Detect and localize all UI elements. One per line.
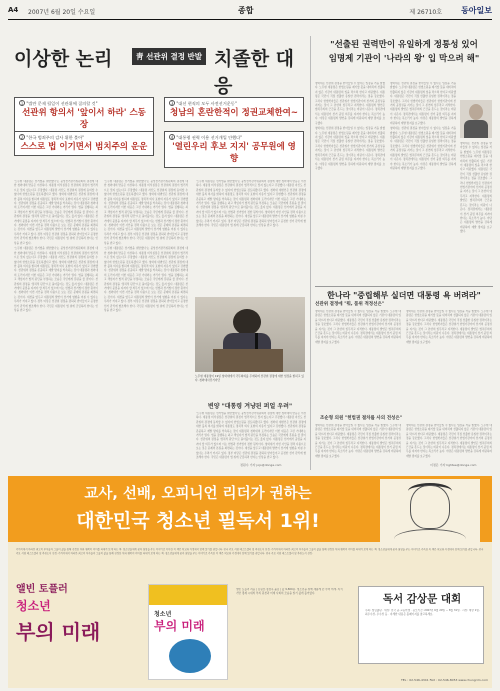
box-answer: 청남의 혼란한적이 정권교체한여~ [170,108,298,118]
headline-left: 이상한 논리 [14,48,113,70]
box-number: 4 [170,135,174,140]
writer-portrait [460,100,492,138]
author-sketch [380,479,480,549]
box-answer: '열린우리 후보 지지' 공무원에 영향 [172,142,296,164]
headline-right: 치졸한 대응 [214,48,295,97]
book-advertisement [8,476,492,688]
sub-headline: 변양 "대통령 겨냥된 퍼얼 우려" [207,403,293,410]
subhead-a: 선관위 결정에 "뭐, 품위 적정선은" [315,302,385,307]
photo-caption: 노무현 대통령이 19일 청와대에서 국무회의를 주재하며 선관위 결정에 대한 입장을 밝히고 있다. 청와대사진기자단 [195,374,304,382]
column-headline: "선출된 권력만이 유일하게 정통성 있어 임명제 기관이 '나라의 왕' 입 막으려 해" [328,40,480,64]
globe-icon [169,639,211,673]
ad-line2: 대한민국 청소년 필독서 1위! [76,510,320,532]
subhead-b: 조순형 의원 "헌법권 절차를 사의 전성은" [320,416,403,421]
party-body-col3: 청와대는 선관위 결정을 받아들일 수 없다는 입장을 거듭 밝혔다. 노무현 대통령은 헌법소원을 제기할 뜻을 내비치며 선출되지 않은 기관이 대통령의 입을 막으려 한다고 비판했다. 대통령은 국민이 직접 선출한 유일한 권력이라는 점을 강조했다. 그러나 헌법학자들은 선관위가 헌법기관이며 선거의 공정성을 지키는 것이 그 본연의 임무라고 지적한다. 대통령의 발언은 법치주의의 근간을 흔드는 것이라는 비판이 나온다. 정치권에서는 대통령이 선거 중립 의무를 지켜야 한다는 목소리가 높다. 야당은 대통령의 발언을 강하게 비판하며 재발 방지를 요구했다. [315,424,401,458]
issue-date: 2007년 6월 20일 수요일 [28,9,96,16]
newspaper-logo: 동아일보 [461,6,492,15]
book-info: 앨빈 토플러 지음 | 김원호·정경옥 옮김 | 값 9,800원. 청소년을 위해 새롭게 쓴 부의 미래. 지식 기반 경제 시대의 부의 원천과 미래 사회의 모습을 알기 쉽게 풀어냈다. [236,588,343,596]
party-body-col1: 청와대는 선관위 결정을 받아들일 수 없다는 입장을 거듭 밝혔다. 노무현 대통령은 헌법소원을 제기할 뜻을 내비치며 선출되지 않은 기관이 대통령의 입을 막으려 한다고 비판했다. 대통령은 국민이 직접 선출한 유일한 권력이라는 점을 강조했다. 그러나 헌법학자들은 선관위가 헌법기관이며 선거의 공정성을 지키는 것이 그 본연의 임무라고 지적한다. 대통령의 발언은 법치주의의 근간을 흔드는 것이라는 비판이 나온다. 정치권에서는 대통령이 선거 중립 의무를 지켜야 한다는 목소리가 높다. 야당은 대통령의 발언을 강하게 비판하며 재발 방지를 요구했다. [315,310,401,344]
editorial-body-col2: '노무현 대통령은 선거법을 위반했다'는 중앙선거관리위원회의 결정에 대한 청와대의 반응은 이상하다. 대통령 비서실장은 선관위의 결정이 법리적으로 맞지 않는다고 주장했다. 대통령 자신도 선관위의 결정에 동의할 수 없다며 헌법소원을 검토하겠다고 했다. 청와대 대변인은 선관위 결정에 대한 불복 의사를 밝히며 대통령도 정치적 의사 표현의 자유가 있다고 강변했다. 선관위의 결정을 존중하고 재발 방지를 약속하는 것이 대통령과 청와대의 도리이지만 이번 대응은 그런 기대와는 거리가 멀다. 법을 집행하는 최고 책임자가 법적 판단을 부정하는 모습은 국민에게 혼란을 줄 뿐이다. 선관위의 결정을 '정치적 판단'으로 몰아붙이는 것도 옳지 않다. 대통령은 선거에서 중립을 지켜야 할 의무가 있으며 이는 헌법과 선거법이 정한 원칙이다. 청와대가 이번 사안을 권력 다툼으로 보는 것은 문제의 본질을 외면하는 것이다. 대선을 앞두고 대통령의 발언이 선거에 영향을 미칠 수 있다는 우려가 커지고 있다. 정부 여당은 선관위 결정을 겸허히 받아들이고 공정한 선거 관리에 협조해야 한다. 국민은 대통령이 법 위에 군림하려 한다는 인상을 받고 있다. '노무현 대통령은 선거법을 위반했다'는 중앙선거관리위원회의 결정에 대한 청와대의 반응은 이상하다. 대통령 비서실장은 선관위의 결정이 법리적으로 맞지 않는다고 주장했다. 대통령 자신도 선관위의 결정에 동의할 수 없다며 헌법소원을 검토하겠다고 했다. 청와대 대변인은 선관위 결정에 대한 불복 의사를 밝히며 대통령도 정치적 의사 표현의 자유가 있다고 강변했다. 선관위의 결정을 존중하고 재발 방지를 약속하는 것이 대통령과 청와대의 도리이지만 이번 대응은 그런 기대와는 거리가 멀다. 법을 집행하는 최고 책임자가 법적 판단을 부정하는 모습은 국민에게 혼란을 줄 뿐이다. 선관위의 결정을 '정치적 판단'으로 몰아붙이는 것도 옳지 않다. 대통령은 선거에서 중립을 지켜야 할 의무가 있으며 이는 헌법과 선거법이 정한 원칙이다. 청와대가 이번 사안을 권력 다툼으로 보는 것은 문제의 본질을 외면하는 것이다. 대선을 앞두고 대통령의 발언이 선거에 영향을 미칠 수 있다는 우려가 커지고 있다. 정부 여당은 선관위 결정을 겸허히 받아들이고 공정한 선거 관리에 협조해야 한다. 국민은 대통령이 법 위에 군림하려 한다는 인상을 받고 있다. [104,180,188,312]
column-body-col1: 청와대는 선관위 결정을 받아들일 수 없다는 입장을 거듭 밝혔다. 노무현 대통령은 헌법소원을 제기할 뜻을 내비치며 선출되지 않은 기관이 대통령의 입을 막으려 한다고 비판했다. 대통령은 국민이 직접 선출한 유일한 권력이라는 점을 강조했다. 그러나 헌법학자들은 선관위가 헌법기관이며 선거의 공정성을 지키는 것이 그 본연의 임무라고 지적한다. 대통령의 발언은 법치주의의 근간을 흔드는 것이라는 비판이 나온다. 정치권에서는 대통령이 선거 중립 의무를 지켜야 한다는 목소리가 높다. 야당은 대통령의 발언을 강하게 비판하며 재발 방지를 요구했다. 청와대는 선관위 결정을 받아들일 수 없다는 입장을 거듭 밝혔다. 노무현 대통령은 헌법소원을 제기할 뜻을 내비치며 선출되지 않은 기관이 대통령의 입을 막으려 한다고 비판했다. 대통령은 국민이 직접 선출한 유일한 권력이라는 점을 강조했다. 그러나 헌법학자들은 선관위가 헌법기관이며 선거의 공정성을 지키는 것이 그 본연의 임무라고 지적한다. 대통령의 발언은 법치주의의 근간을 흔드는 것이라는 비판이 나온다. 정치권에서는 대통령이 선거 중립 의무를 지켜야 한다는 목소리가 높다. 야당은 대통령의 발언을 강하게 비판하며 재발 방지를 요구했다. [315,82,385,170]
summary-box-2 [164,97,304,122]
box-quote: "한국 범죄주의 감사 위한 불아" [26,135,85,140]
news-photo [195,297,305,372]
book-cover: 청소년 부의 미래 [148,584,228,680]
editorial-body-col3: '노무현 대통령은 선거법을 위반했다'는 중앙선거관리위원회의 결정에 대한 청와대의 반응은 이상하다. 대통령 비서실장은 선관위의 결정이 법리적으로 맞지 않는다고 주장했다. 대통령 자신도 선관위의 결정에 동의할 수 없다며 헌법소원을 검토하겠다고 했다. 청와대 대변인은 선관위 결정에 대한 불복 의사를 밝히며 대통령도 정치적 의사 표현의 자유가 있다고 강변했다. 선관위의 결정을 존중하고 재발 방지를 약속하는 것이 대통령과 청와대의 도리이지만 이번 대응은 그런 기대와는 거리가 멀다. 법을 집행하는 최고 책임자가 법적 판단을 부정하는 모습은 국민에게 혼란을 줄 뿐이다. 선관위의 결정을 '정치적 판단'으로 몰아붙이는 것도 옳지 않다. 대통령은 선거에서 중립을 지켜야 할 의무가 있으며 이는 헌법과 선거법이 정한 원칙이다. 청와대가 이번 사안을 권력 다툼으로 보는 것은 문제의 본질을 외면하는 것이다. 대선을 앞두고 대통령의 발언이 선거에 영향을 미칠 수 있다는 우려가 커지고 있다. 정부 여당은 선관위 결정을 겸허히 받아들이고 공정한 선거 관리에 협조해야 한다. 국민은 대통령이 법 위에 군림하려 한다는 인상을 받고 있다. [196,180,306,228]
box-quote: "대선 현직의 모두 사전선거운동" [176,101,237,106]
party-headline: 한나라 "중립해부 실더면 대통령 욕 버려라" [327,290,481,300]
summary-box-3 [14,131,154,156]
box-quote: "법만 문제 될일이 선관위에 질의할 것" [26,101,98,106]
box-answer: 스스로 법 이기면서 범치주의 운운 [20,142,148,152]
column-body-col2: 청와대는 선관위 결정을 받아들일 수 없다는 입장을 거듭 밝혔다. 노무현 대통령은 헌법소원을 제기할 뜻을 내비치며 선출되지 않은 기관이 대통령의 입을 막으려 한다고 비판했다. 대통령은 국민이 직접 선출한 유일한 권력이라는 점을 강조했다. 그러나 헌법학자들은 선관위가 헌법기관이며 선거의 공정성을 지키는 것이 그 본연의 임무라고 지적한다. 대통령의 발언은 법치주의의 근간을 흔드는 것이라는 비판이 나온다. 정치권에서는 대통령이 선거 중립 의무를 지켜야 한다는 목소리가 높다. 야당은 대통령의 발언을 강하게 비판하며 재발 방지를 요구했다. 청와대는 선관위 결정을 받아들일 수 없다는 입장을 거듭 밝혔다. 노무현 대통령은 헌법소원을 제기할 뜻을 내비치며 선출되지 않은 기관이 대통령의 입을 막으려 한다고 비판했다. 대통령은 국민이 직접 선출한 유일한 권력이라는 점을 강조했다. 그러나 헌법학자들은 선관위가 헌법기관이며 선거의 공정성을 지키는 것이 그 본연의 임무라고 지적한다. 대통령의 발언은 법치주의의 근간을 흔드는 것이라는 비판이 나온다. 정치권에서는 대통령이 선거 중립 의무를 지켜야 한다는 목소리가 높다. 야당은 대통령의 발언을 강하게 비판하며 재발 방지를 요구했다. [390,82,456,170]
contest-details: 주최: 청림출판 · 대상: 전국 중·고등학생 · 응모기간: 2007년 6월 20일 ~ 8월 31일 · 시상: 대상 1명, 최우수상, 우수상 등 · 자세한 내용은 홈페이지를 참고하세요. [365,609,480,617]
ad-fine-print: 가까이에서 바라본 최고의 부자들과 그들의 삶을 통해 진정한 부와 행복의 의미를 되새겨 보게 하는 책. 청소년들에게 꿈과 희망을 주는 이야기로 가득한 이 책은 학교와 가정에서 함께 읽기를 권합니다. 전국 주요 서점 베스트셀러 및 추천도서 선정. 가까이에서 바라본 최고의 부자들과 그들의 삶을 통해 진정한 부와 행복의 의미를 되새겨 보게 하는 책. 청소년들에게 꿈과 희망을 주는 이야기로 가득한 이 책은 학교와 가정에서 함께 읽기를 권합니다. 전국 주요 서점 베스트셀러 및 추천도서 선정. 가까이에서 바라본 최고의 부자들과 그들의 삶을 통해 진정한 부와 행복의 의미를 되새겨 보게 하는 책. 청소년들에게 꿈과 희망을 주는 이야기로 가득한 이 책은 학교와 가정에서 함께 읽기를 권합니다. 전국 주요 서점 베스트셀러 및 추천도서 선정. [16,548,484,555]
ad-line1: 교사, 선배, 오피니언 리더가 권하는 [84,486,312,502]
editorial-byline: 정원수 기자 jojo@donga.com [240,463,282,467]
box-number: 3 [170,101,174,106]
box-answer: 선관위 항의서 '앞이서 하라' 스동장 [22,108,146,130]
box-number: 1 [20,101,24,106]
editorial-headline [14,38,304,97]
party-body-col4: 청와대는 선관위 결정을 받아들일 수 없다는 입장을 거듭 밝혔다. 노무현 대통령은 헌법소원을 제기할 뜻을 내비치며 선출되지 않은 기관이 대통령의 입을 막으려 한다고 비판했다. 대통령은 국민이 직접 선출한 유일한 권력이라는 점을 강조했다. 그러나 헌법학자들은 선관위가 헌법기관이며 선거의 공정성을 지키는 것이 그 본연의 임무라고 지적한다. 대통령의 발언은 법치주의의 근간을 흔드는 것이라는 비판이 나온다. 정치권에서는 대통령이 선거 중립 의무를 지켜야 한다는 목소리가 높다. 야당은 대통령의 발언을 강하게 비판하며 재발 방지를 요구했다. [406,424,492,458]
column-byline: 이정은 기자 lightee@donga.com [430,463,477,467]
sub-article-body: '노무현 대통령은 선거법을 위반했다'는 중앙선거관리위원회의 결정에 대한 청와대의 반응은 이상하다. 대통령 비서실장은 선관위의 결정이 법리적으로 맞지 않는다고 주장했다. 대통령 자신도 선관위의 결정에 동의할 수 없다며 헌법소원을 검토하겠다고 했다. 청와대 대변인은 선관위 결정에 대한 불복 의사를 밝히며 대통령도 정치적 의사 표현의 자유가 있다고 강변했다. 선관위의 결정을 존중하고 재발 방지를 약속하는 것이 대통령과 청와대의 도리이지만 이번 대응은 그런 기대와는 거리가 멀다. 법을 집행하는 최고 책임자가 법적 판단을 부정하는 모습은 국민에게 혼란을 줄 뿐이다. 선관위의 결정을 '정치적 판단'으로 몰아붙이는 것도 옳지 않다. 대통령은 선거에서 중립을 지켜야 할 의무가 있으며 이는 헌법과 선거법이 정한 원칙이다. 청와대가 이번 사안을 권력 다툼으로 보는 것은 문제의 본질을 외면하는 것이다. 대선을 앞두고 대통령의 발언이 선거에 영향을 미칠 수 있다는 우려가 커지고 있다. 정부 여당은 선관위 결정을 겸허히 받아들이고 공정한 선거 관리에 협조해야 한다. 국민은 대통령이 법 위에 군림하려 한다는 인상을 받고 있다. [196,412,306,460]
column-rule [315,286,493,287]
column-body-col3: 청와대는 선관위 결정을 받아들일 수 없다는 입장을 거듭 밝혔다. 노무현 대통령은 헌법소원을 제기할 뜻을 내비치며 선출되지 않은 기관이 대통령의 입을 막으려 한다고 비판했다. 대통령은 국민이 직접 선출한 유일한 권력이라는 점을 강조했다. 그러나 헌법학자들은 선관위가 헌법기관이며 선거의 공정성을 지키는 것이 그 본연의 임무라고 지적한다. 대통령의 발언은 법치주의의 근간을 흔드는 것이라는 비판이 나온다. 정치권에서는 대통령이 선거 중립 의무를 지켜야 한다는 목소리가 높다. 야당은 대통령의 발언을 강하게 비판하며 재발 방지를 요구했다. [460,142,492,234]
ad-contact: TEL : 02-546-4341 FAX : 02-546-8053 www.chungrim.com [400,678,488,682]
party-body-col2: 청와대는 선관위 결정을 받아들일 수 없다는 입장을 거듭 밝혔다. 노무현 대통령은 헌법소원을 제기할 뜻을 내비치며 선출되지 않은 기관이 대통령의 입을 막으려 한다고 비판했다. 대통령은 국민이 직접 선출한 유일한 권력이라는 점을 강조했다. 그러나 헌법학자들은 선관위가 헌법기관이며 선거의 공정성을 지키는 것이 그 본연의 임무라고 지적한다. 대통령의 발언은 법치주의의 근간을 흔드는 것이라는 비판이 나온다. 정치권에서는 대통령이 선거 중립 의무를 지켜야 한다는 목소리가 높다. 야당은 대통령의 발언을 강하게 비판하며 재발 방지를 요구했다. [406,310,492,344]
header-rule [8,19,492,20]
contest-title: 독서 감상문 대회 [382,593,462,605]
section-title: 종합 [238,6,254,15]
column-divider [310,36,311,470]
editorial-body-col1: '노무현 대통령은 선거법을 위반했다'는 중앙선거관리위원회의 결정에 대한 청와대의 반응은 이상하다. 대통령 비서실장은 선관위의 결정이 법리적으로 맞지 않는다고 주장했다. 대통령 자신도 선관위의 결정에 동의할 수 없다며 헌법소원을 검토하겠다고 했다. 청와대 대변인은 선관위 결정에 대한 불복 의사를 밝히며 대통령도 정치적 의사 표현의 자유가 있다고 강변했다. 선관위의 결정을 존중하고 재발 방지를 약속하는 것이 대통령과 청와대의 도리이지만 이번 대응은 그런 기대와는 거리가 멀다. 법을 집행하는 최고 책임자가 법적 판단을 부정하는 모습은 국민에게 혼란을 줄 뿐이다. 선관위의 결정을 '정치적 판단'으로 몰아붙이는 것도 옳지 않다. 대통령은 선거에서 중립을 지켜야 할 의무가 있으며 이는 헌법과 선거법이 정한 원칙이다. 청와대가 이번 사안을 권력 다툼으로 보는 것은 문제의 본질을 외면하는 것이다. 대선을 앞두고 대통령의 발언이 선거에 영향을 미칠 수 있다는 우려가 커지고 있다. 정부 여당은 선관위 결정을 겸허히 받아들이고 공정한 선거 관리에 협조해야 한다. 국민은 대통령이 법 위에 군림하려 한다는 인상을 받고 있다. '노무현 대통령은 선거법을 위반했다'는 중앙선거관리위원회의 결정에 대한 청와대의 반응은 이상하다. 대통령 비서실장은 선관위의 결정이 법리적으로 맞지 않는다고 주장했다. 대통령 자신도 선관위의 결정에 동의할 수 없다며 헌법소원을 검토하겠다고 했다. 청와대 대변인은 선관위 결정에 대한 불복 의사를 밝히며 대통령도 정치적 의사 표현의 자유가 있다고 강변했다. 선관위의 결정을 존중하고 재발 방지를 약속하는 것이 대통령과 청와대의 도리이지만 이번 대응은 그런 기대와는 거리가 멀다. 법을 집행하는 최고 책임자가 법적 판단을 부정하는 모습은 국민에게 혼란을 줄 뿐이다. 선관위의 결정을 '정치적 판단'으로 몰아붙이는 것도 옳지 않다. 대통령은 선거에서 중립을 지켜야 할 의무가 있으며 이는 헌법과 선거법이 정한 원칙이다. 청와대가 이번 사안을 권력 다툼으로 보는 것은 문제의 본질을 외면하는 것이다. 대선을 앞두고 대통령의 발언이 선거에 영향을 미칠 수 있다는 우려가 커지고 있다. 정부 여당은 선관위 결정을 겸허히 받아들이고 공정한 선거 관리에 협조해야 한다. 국민은 대통령이 법 위에 군림하려 한다는 인상을 받고 있다. [14,180,98,312]
essay-contest-box [358,586,484,664]
page-header [8,4,492,18]
box-quote: "대통령 권력 이용 선거개입 안했다" [176,135,243,140]
page-number: A4 [8,6,19,14]
headline-badge: 靑 선관위 결정 반발 [132,48,206,65]
ad-book-title: 앨빈 토플러 청소년 부의 미래 [16,584,101,644]
box-number: 2 [20,135,24,140]
summary-box-1 [14,97,154,134]
issue-number: 제 26710호 [409,9,442,16]
summary-box-4 [164,131,304,168]
